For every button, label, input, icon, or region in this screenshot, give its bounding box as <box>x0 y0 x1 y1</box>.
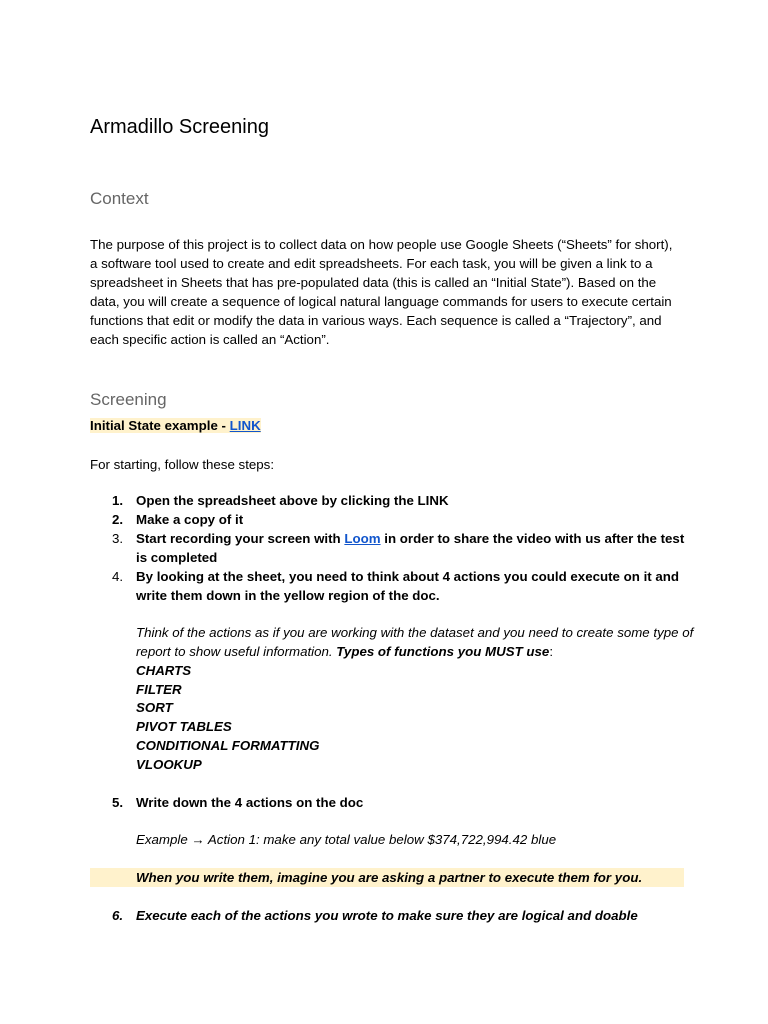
step-2-number: 2. <box>112 512 124 527</box>
doc-title: Armadillo Screening <box>90 116 269 138</box>
step-3-number: 3. <box>112 531 124 546</box>
step-3-text <box>136 529 696 567</box>
function-sort: SORT <box>136 700 173 715</box>
function-pivot-tables: PIVOT TABLES <box>136 719 232 734</box>
screening-heading: Screening <box>90 390 167 409</box>
step-4-note-bold: Types of functions you MUST use <box>336 644 550 659</box>
step-1-text: Open the spreadsheet above by clicking the LINK <box>136 493 449 508</box>
function-conditional-formatting: CONDITIONAL FORMATTING <box>136 738 320 753</box>
initial-state-line <box>90 416 680 435</box>
step-6-text: Execute each of the actions you wrote to make sure they are logical and doable <box>136 908 638 923</box>
step-6-number: 6. <box>112 908 124 923</box>
function-vlookup: VLOOKUP <box>136 757 202 772</box>
step-5-text: Write down the 4 actions on the doc <box>136 795 364 810</box>
step-3-before: Start recording your screen with <box>136 531 345 546</box>
step-4-number: 4. <box>112 569 124 584</box>
step-5-number: 5. <box>112 795 124 810</box>
step-1-number: 1. <box>112 493 124 508</box>
step-5-highlight: When you write them, imagine you are asking a partner to execute them for you. <box>136 870 643 885</box>
step-4-note-colon: : <box>549 644 554 659</box>
initial-state-link[interactable]: LINK <box>229 418 261 433</box>
initial-state-label: Initial State example - <box>90 418 230 433</box>
step-2-text: Make a copy of it <box>136 512 244 527</box>
loom-link[interactable]: Loom <box>344 531 381 546</box>
function-filter: FILTER <box>136 682 182 697</box>
context-heading: Context <box>90 189 149 208</box>
intro-text: For starting, follow these steps: <box>90 457 275 472</box>
step-5-example: Example → Action 1: make any total value below $374,722,994.42 blue <box>136 832 557 847</box>
context-paragraph: The purpose of this project is to collect data on how people use Google Sheets (“Sheets” for short), a software tool used to create and edit spreadsheets. For each task, you will be given a link to a spreadsheet in Sheets that has pre-populated data (this is called an “Initial State”). Based on the data, you will create a sequence of logical natural language commands for users to execute certain functions that edit or modify the data in various ways. Each sequence is called a “Trajectory”, and each specific action is called an “Action”. <box>90 237 673 347</box>
step-4-note-italic: Think of the actions as if you are working with the dataset and you need to create some type of report to show useful information. <box>136 625 694 659</box>
step-3-after: in order to share the video with us after the test is completed <box>136 531 685 565</box>
step-4-note <box>136 623 696 661</box>
function-charts: CHARTS <box>136 663 192 678</box>
step-4-text: By looking at the sheet, you need to think about 4 actions you could execute on it and write them down in the yellow region of the doc. <box>136 569 680 603</box>
